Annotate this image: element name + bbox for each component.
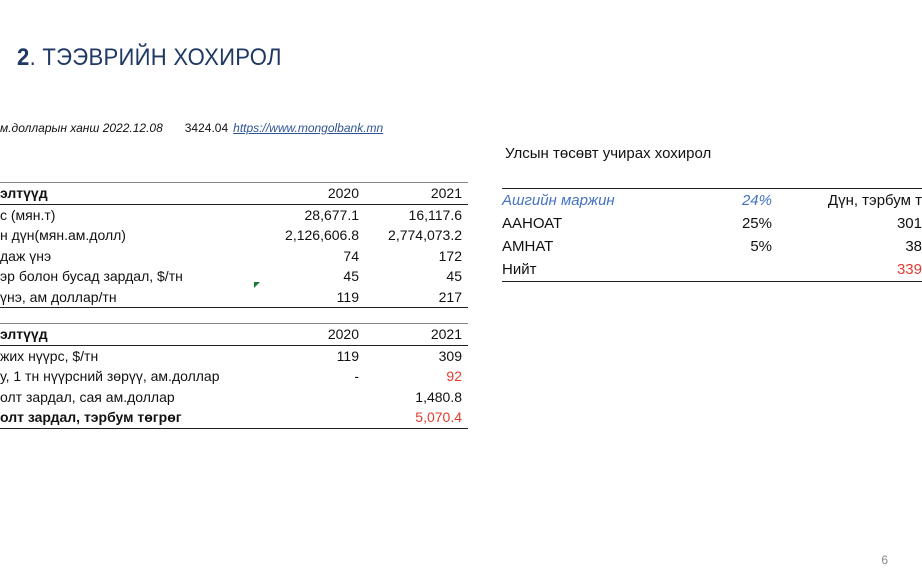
value-2020: 2,126,606.8 [285, 227, 359, 244]
value-2021: 217 [359, 287, 462, 308]
row-label: ААНОАТ [502, 215, 563, 232]
table-row [502, 258, 922, 282]
page-title [17, 44, 282, 72]
value-2021: 1,480.8 [415, 388, 462, 405]
section-number: 2 [17, 44, 30, 71]
header-cell: 2021 [359, 324, 462, 346]
section-title-text: . ТЭЭВРИЙН ХОХИРОЛ [29, 44, 282, 71]
value-2020: - [354, 368, 359, 385]
header-cell: 2020 [258, 183, 359, 205]
row-label: үнэ, ам доллар/тн [0, 287, 258, 308]
table-row [0, 204, 468, 225]
exchange-rate-value: 3424.04 [184, 121, 229, 135]
value-2020: 28,677.1 [304, 206, 359, 223]
state-loss-title: Улсын төсөвт учирах хохирол [505, 145, 712, 162]
value-2021: 309 [438, 347, 462, 364]
value-2021: 172 [438, 247, 462, 264]
rate-value: 5% [750, 238, 772, 255]
value-2021: 16,117.6 [408, 206, 462, 223]
row-label: Нийт [502, 258, 702, 282]
value-2020 [258, 387, 359, 408]
row-label: с (мян.т) [0, 206, 56, 223]
amount-value: 339 [772, 258, 922, 282]
value-2020 [258, 407, 359, 428]
exchange-rate-line [0, 121, 383, 135]
value-2020: 45 [343, 268, 359, 285]
amount-value: 301 [896, 215, 922, 232]
value-2021: 45 [446, 268, 462, 285]
table-row [0, 225, 468, 246]
row-label: даж үнэ [0, 247, 52, 264]
state-loss-table [502, 188, 922, 282]
row-label: АМНАТ [502, 238, 554, 255]
table-row [0, 407, 468, 428]
exchange-rate-label: м.долларын ханш 2022.12.08 [0, 121, 163, 135]
table-row [502, 235, 922, 258]
table-header-row [502, 189, 922, 213]
table-header-row [0, 324, 468, 346]
value-2021: 5,070.4 [359, 407, 462, 428]
value-2021: 92 [446, 368, 462, 385]
table-row [0, 366, 468, 387]
table-row [502, 212, 922, 235]
row-label: жих нүүрс, $/тн [0, 347, 99, 364]
table-row [0, 345, 468, 366]
header-cell: 2020 [258, 324, 359, 346]
value-2020: 119 [258, 287, 359, 308]
value-2020: 119 [336, 347, 359, 364]
loss-calculation-table [0, 323, 468, 429]
table-row [0, 287, 468, 308]
amount-value: 38 [905, 238, 922, 255]
header-cell: элтүүд [0, 183, 258, 205]
header-cell: элтүүд [0, 324, 258, 346]
amount-header: Дүн, тэрбум т [772, 189, 922, 213]
table-row [0, 246, 468, 267]
row-label: у, 1 тн нүүрсний зөрүү, ам.доллар [0, 368, 220, 385]
value-2020: 74 [343, 247, 359, 264]
row-label: олт зардал, сая ам.доллар [0, 388, 175, 405]
row-label: олт зардал, тэрбум төгрөг [0, 407, 258, 428]
rate-value [702, 258, 772, 282]
rate-value: 25% [741, 215, 772, 232]
table-row [0, 387, 468, 408]
table-header-row [0, 183, 468, 205]
margin-label: Ашгийн маржин [502, 189, 702, 213]
row-label: эр болон бусад зардал, $/тн [0, 268, 183, 285]
row-label: н дүн(мян.ам.долл) [0, 227, 126, 244]
cell-comment-marker [254, 282, 260, 288]
mongolbank-link[interactable]: https://www.mongolbank.mn [233, 121, 384, 135]
margin-value: 24% [702, 189, 772, 213]
table-row [0, 266, 468, 287]
header-cell: 2021 [359, 183, 462, 205]
value-2021: 2,774,073.2 [388, 227, 462, 244]
page-number: 6 [881, 553, 888, 567]
coal-export-table [0, 182, 468, 308]
